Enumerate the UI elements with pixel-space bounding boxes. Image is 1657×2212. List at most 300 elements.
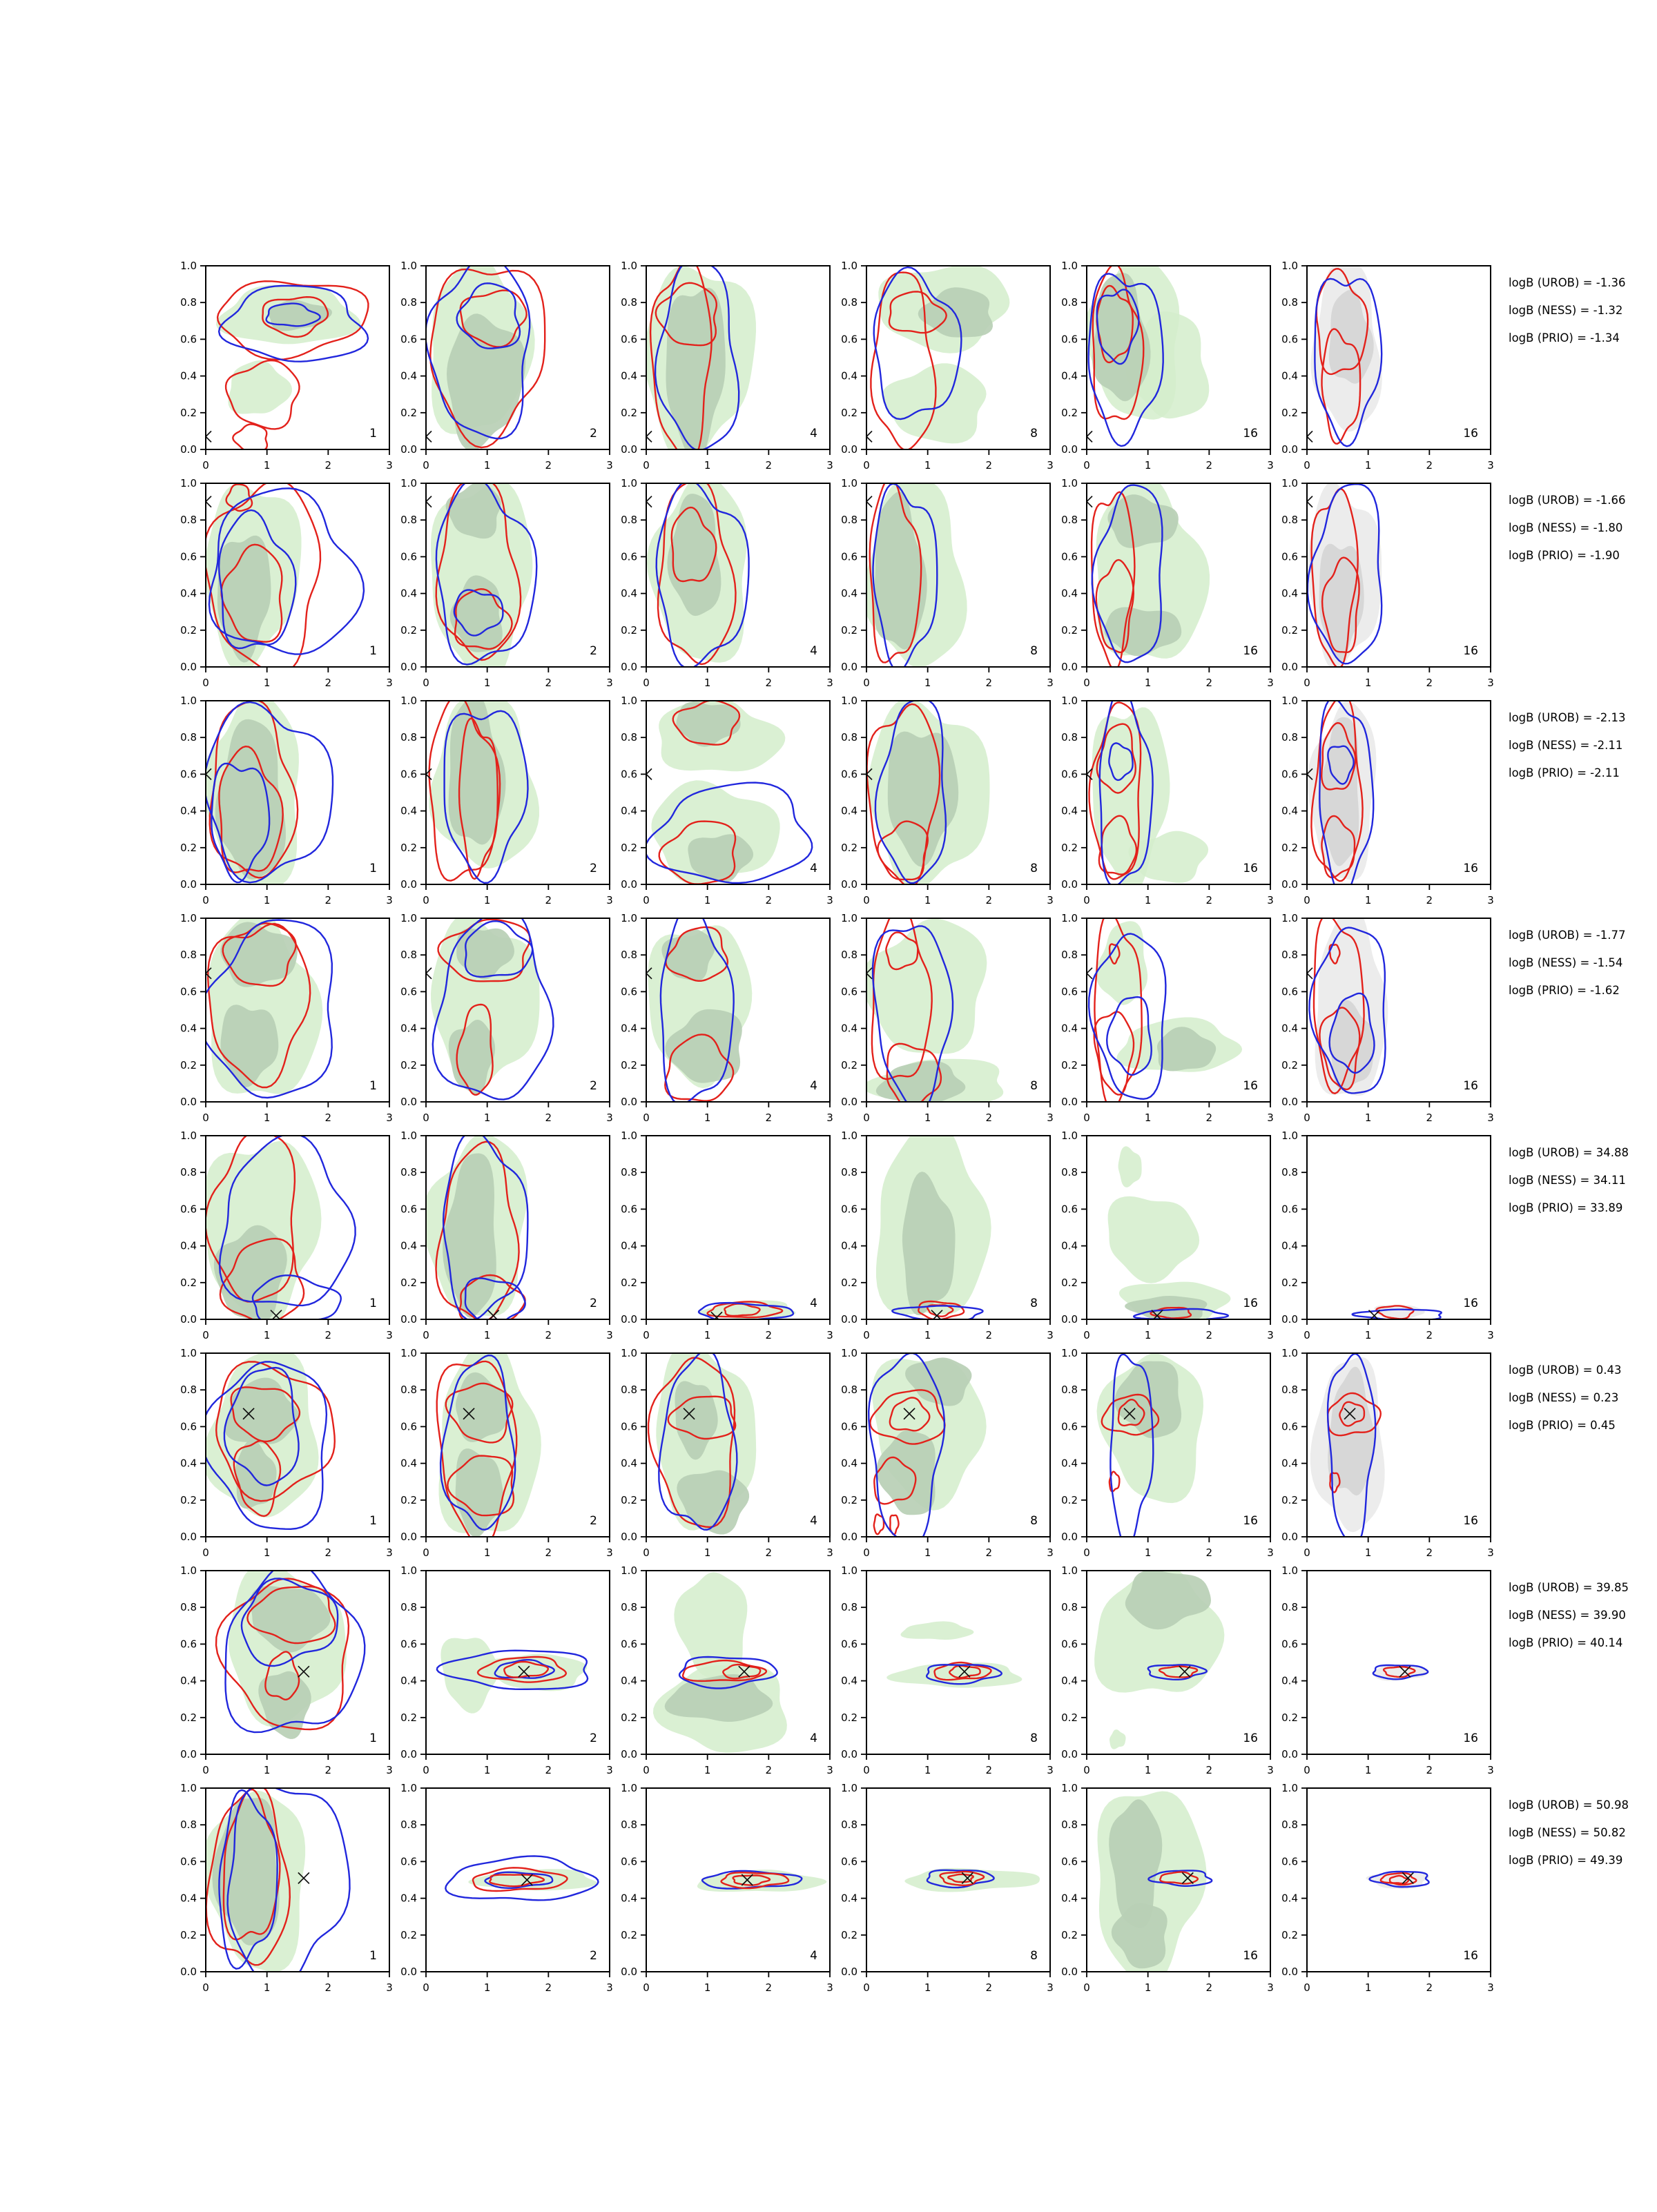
y-tick-label: 0.2 [1281, 1493, 1298, 1506]
x-tick-label: 1 [483, 1329, 491, 1341]
y-tick-label: 1.0 [1281, 1347, 1298, 1359]
y-tick-label: 0.0 [400, 1096, 417, 1108]
y-tick-label: 0.0 [180, 443, 197, 456]
corner-count-label: 8 [1030, 427, 1038, 440]
y-tick-label: 0.6 [841, 333, 857, 346]
y-tick-label: 0.2 [1281, 1276, 1298, 1289]
y-tick-label: 0.4 [841, 1239, 857, 1252]
x-tick-label: 3 [386, 1764, 393, 1776]
y-tick-label: 0.2 [841, 406, 857, 419]
y-tick-label: 1.0 [621, 1347, 637, 1359]
y-tick-label: 0.6 [1281, 985, 1298, 998]
y-tick-label: 0.2 [1281, 1928, 1298, 1941]
y-tick-label: 0.4 [1061, 1892, 1078, 1905]
density-contours [641, 474, 749, 668]
density-contours [648, 1341, 756, 1535]
y-tick-label: 0.0 [400, 661, 417, 673]
y-tick-label: 0.0 [621, 443, 637, 456]
y-tick-label: 0.8 [841, 1166, 857, 1179]
y-tick-label: 0.6 [1281, 1855, 1298, 1868]
y-tick-label: 0.6 [180, 1203, 197, 1216]
y-tick-label: 0.4 [621, 369, 637, 382]
x-tick-label: 1 [924, 677, 931, 689]
y-tick-label: 0.2 [841, 1276, 857, 1289]
x-tick-label: 2 [985, 1981, 993, 1994]
y-tick-label: 0.4 [841, 1674, 857, 1687]
subplot-r2-c4 [841, 477, 1054, 689]
y-tick-label: 1.0 [180, 1782, 197, 1794]
corner-count-label: 1 [369, 427, 377, 440]
y-tick-label: 0.6 [621, 1203, 637, 1216]
corner-count-label: 2 [590, 1514, 597, 1528]
y-tick-label: 0.2 [400, 623, 417, 637]
y-tick-label: 0.6 [1061, 550, 1078, 563]
subplot-r6-c3 [621, 1341, 833, 1559]
y-tick-label: 0.6 [1061, 1420, 1078, 1433]
x-tick-label: 2 [545, 459, 552, 472]
y-tick-label: 0.2 [1061, 1711, 1078, 1724]
y-tick-label: 1.0 [400, 1782, 417, 1794]
logb-annotation: logB (NESS) = -1.54 [1509, 956, 1623, 969]
y-tick-label: 1.0 [841, 1129, 857, 1142]
x-tick-label: 3 [1047, 1329, 1054, 1341]
y-tick-label: 0.4 [841, 587, 857, 600]
subplot-r4-c5 [1061, 912, 1274, 1124]
y-tick-label: 0.0 [1281, 878, 1298, 891]
y-tick-label: 0.0 [1061, 661, 1078, 673]
y-tick-label: 0.4 [1061, 804, 1078, 817]
x-tick-label: 1 [924, 1764, 931, 1776]
x-tick-label: 0 [863, 1981, 870, 1994]
y-tick-label: 1.0 [1061, 1564, 1078, 1577]
corner-count-label: 8 [1030, 1731, 1038, 1745]
x-tick-label: 2 [985, 677, 993, 689]
x-tick-label: 2 [1426, 1546, 1433, 1559]
x-tick-label: 3 [1267, 1329, 1274, 1341]
y-tick-label: 0.0 [621, 1531, 637, 1543]
y-tick-label: 0.6 [400, 550, 417, 563]
y-tick-label: 0.4 [1281, 1457, 1298, 1470]
corner-count-label: 8 [1030, 1514, 1038, 1528]
y-tick-label: 0.6 [1281, 1203, 1298, 1216]
y-tick-label: 0.4 [1061, 369, 1078, 382]
y-tick-label: 0.2 [841, 623, 857, 637]
y-tick-label: 1.0 [1061, 912, 1078, 924]
x-tick-label: 3 [1267, 1546, 1274, 1559]
y-tick-label: 0.0 [841, 1966, 857, 1978]
y-tick-label: 0.6 [1281, 550, 1298, 563]
y-tick-label: 0.4 [400, 1892, 417, 1905]
density-contours [204, 1132, 356, 1327]
y-tick-label: 0.2 [621, 1493, 637, 1506]
y-tick-label: 0.0 [1061, 1096, 1078, 1108]
y-tick-label: 0.4 [1061, 1022, 1078, 1035]
x-tick-label: 3 [826, 677, 833, 689]
y-tick-label: 0.8 [1281, 949, 1298, 962]
y-tick-label: 0.8 [621, 1818, 637, 1832]
x-tick-label: 2 [1426, 1112, 1433, 1124]
y-tick-label: 0.4 [400, 1239, 417, 1252]
density-contours [869, 1353, 987, 1544]
x-tick-label: 1 [263, 1764, 271, 1776]
x-tick-label: 3 [1047, 894, 1054, 906]
y-tick-label: 0.6 [400, 985, 417, 998]
x-tick-label: 2 [765, 1329, 773, 1341]
y-tick-label: 0.0 [841, 661, 857, 673]
x-tick-label: 3 [826, 1546, 833, 1559]
x-tick-label: 1 [924, 459, 931, 472]
x-tick-label: 3 [826, 1329, 833, 1341]
y-tick-label: 1.0 [180, 1347, 197, 1359]
y-tick-label: 0.2 [1281, 1058, 1298, 1071]
green-density-fill [900, 1621, 973, 1640]
y-tick-label: 1.0 [1061, 695, 1078, 707]
y-tick-label: 0.2 [621, 1711, 637, 1724]
density-contours [420, 478, 536, 682]
corner-count-label: 2 [590, 1079, 597, 1093]
x-tick-label: 1 [924, 1329, 931, 1341]
x-tick-label: 3 [606, 1329, 613, 1341]
logb-annotation: logB (PRIO) = -2.11 [1509, 766, 1620, 779]
corner-count-label: 16 [1463, 427, 1478, 440]
y-tick-label: 0.4 [1281, 1239, 1298, 1252]
x-tick-label: 1 [1364, 1112, 1372, 1124]
density-contours [697, 1870, 827, 1892]
x-tick-label: 0 [423, 894, 429, 906]
x-tick-label: 2 [1205, 1764, 1213, 1776]
corner-count-label: 1 [369, 1079, 377, 1093]
x-tick-label: 2 [985, 894, 993, 906]
logb-annotation: logB (PRIO) = -1.34 [1509, 331, 1620, 345]
y-tick-label: 0.0 [1061, 443, 1078, 456]
y-tick-label: 0.2 [180, 1711, 197, 1724]
x-tick-label: 1 [1144, 1546, 1152, 1559]
y-tick-label: 0.8 [180, 731, 197, 744]
x-tick-label: 2 [324, 1329, 332, 1341]
y-tick-label: 0.0 [841, 1748, 857, 1760]
y-tick-label: 1.0 [841, 1347, 857, 1359]
y-tick-label: 0.0 [841, 1531, 857, 1543]
y-tick-label: 0.4 [400, 1457, 417, 1470]
subplot-r5-c5 [1061, 1129, 1274, 1341]
y-tick-label: 0.8 [621, 1166, 637, 1179]
x-tick-label: 2 [765, 1112, 773, 1124]
y-tick-label: 0.4 [1281, 369, 1298, 382]
y-tick-label: 0.2 [621, 1928, 637, 1941]
y-tick-label: 0.4 [180, 587, 197, 600]
subplot-r4-c1 [180, 910, 393, 1124]
y-tick-label: 1.0 [621, 695, 637, 707]
y-tick-label: 0.8 [841, 514, 857, 527]
y-tick-label: 0.2 [180, 623, 197, 637]
x-tick-label: 2 [1426, 677, 1433, 689]
x-tick-label: 2 [545, 1546, 552, 1559]
density-contours [1310, 1354, 1385, 1546]
y-tick-label: 0.8 [180, 1818, 197, 1832]
corner-count-label: 8 [1030, 862, 1038, 875]
corner-count-label: 16 [1243, 427, 1258, 440]
y-tick-label: 0.4 [621, 587, 637, 600]
x-tick-label: 1 [1144, 1112, 1152, 1124]
x-tick-label: 0 [1304, 894, 1310, 906]
x-tick-label: 2 [545, 894, 552, 906]
y-tick-label: 1.0 [1281, 477, 1298, 489]
y-tick-label: 0.8 [621, 514, 637, 527]
density-contours [641, 697, 812, 884]
y-tick-label: 1.0 [621, 1782, 637, 1794]
logb-annotation: logB (NESS) = -1.80 [1509, 521, 1623, 534]
y-tick-label: 0.0 [1281, 1966, 1298, 1978]
x-tick-label: 3 [1047, 1112, 1054, 1124]
density-contours [861, 699, 990, 890]
x-tick-label: 1 [263, 894, 271, 906]
x-tick-label: 3 [826, 1764, 833, 1776]
y-tick-label: 0.8 [180, 514, 197, 527]
y-tick-label: 0.8 [1281, 1601, 1298, 1614]
x-tick-label: 0 [202, 677, 209, 689]
green-density-fill [1109, 1729, 1126, 1749]
x-tick-label: 2 [545, 1981, 552, 1994]
y-tick-label: 0.4 [180, 1674, 197, 1687]
x-tick-label: 2 [545, 1764, 552, 1776]
y-tick-label: 0.8 [180, 296, 197, 309]
density-contours [216, 1562, 365, 1739]
subplot-r8-c2 [400, 1782, 613, 1994]
x-tick-label: 2 [765, 1764, 773, 1776]
subplot-r3-c4 [841, 695, 1054, 906]
y-tick-label: 0.6 [621, 985, 637, 998]
subplot-r4-c6 [1281, 905, 1494, 1124]
y-tick-label: 0.8 [180, 1166, 197, 1179]
logb-annotation: logB (NESS) = 39.90 [1509, 1609, 1626, 1622]
x-tick-label: 0 [643, 894, 650, 906]
subplot-r1-c4 [841, 260, 1054, 472]
x-tick-label: 2 [1426, 1329, 1433, 1341]
y-tick-label: 0.2 [841, 1058, 857, 1071]
density-contours [641, 905, 752, 1105]
density-contours [1301, 905, 1388, 1096]
x-tick-label: 3 [826, 1112, 833, 1124]
x-tick-label: 2 [324, 1764, 332, 1776]
x-tick-label: 0 [1083, 1981, 1090, 1994]
x-tick-label: 1 [483, 459, 491, 472]
y-tick-label: 1.0 [841, 1782, 857, 1794]
x-tick-label: 2 [985, 1329, 993, 1341]
density-contours [200, 480, 364, 674]
subplot-r2-c1 [180, 477, 393, 689]
y-tick-label: 1.0 [1061, 260, 1078, 272]
x-tick-label: 0 [643, 1981, 650, 1994]
x-tick-label: 2 [1205, 1981, 1213, 1994]
y-tick-label: 0.4 [1061, 1457, 1078, 1470]
x-tick-label: 0 [202, 1112, 209, 1124]
logb-annotations-row-2 [1509, 494, 1625, 562]
x-tick-label: 3 [606, 1981, 613, 1994]
x-tick-label: 0 [1304, 677, 1310, 689]
subplot-r4-c4 [841, 906, 1054, 1125]
density-contours [1301, 261, 1382, 446]
x-tick-label: 1 [924, 1981, 931, 1994]
y-tick-label: 1.0 [841, 695, 857, 707]
x-tick-label: 2 [1426, 459, 1433, 472]
y-tick-label: 0.2 [400, 1493, 417, 1506]
y-tick-label: 1.0 [1281, 1782, 1298, 1794]
y-tick-label: 0.8 [1061, 1601, 1078, 1614]
y-tick-label: 0.8 [400, 296, 417, 309]
y-tick-label: 0.6 [1281, 1638, 1298, 1651]
corner-count-label: 2 [590, 1297, 597, 1310]
y-tick-label: 1.0 [180, 695, 197, 707]
y-tick-label: 0.6 [621, 768, 637, 781]
x-tick-label: 0 [643, 677, 650, 689]
x-tick-label: 3 [826, 459, 833, 472]
y-tick-label: 1.0 [621, 1564, 637, 1577]
y-tick-label: 0.8 [1281, 731, 1298, 744]
x-tick-label: 2 [985, 459, 993, 472]
y-tick-label: 0.6 [841, 1855, 857, 1868]
y-tick-label: 0.8 [1061, 1166, 1078, 1179]
y-tick-label: 0.0 [1281, 1313, 1298, 1326]
y-tick-label: 0.2 [621, 841, 637, 854]
subplot-r8-c5 [1061, 1782, 1274, 1994]
y-tick-label: 0.2 [1061, 623, 1078, 637]
density-contours [437, 1337, 541, 1546]
logb-annotation: logB (PRIO) = -1.90 [1509, 549, 1620, 562]
y-tick-label: 0.6 [180, 768, 197, 781]
x-tick-label: 1 [483, 1981, 491, 1994]
y-tick-label: 0.4 [400, 804, 417, 817]
x-tick-label: 1 [263, 1981, 271, 1994]
logb-annotations-row-1 [1509, 276, 1625, 345]
x-tick-label: 2 [1205, 1112, 1213, 1124]
subplot-r6-c6 [1281, 1347, 1494, 1559]
y-tick-label: 0.4 [400, 1674, 417, 1687]
subplot-r1-c6 [1281, 260, 1494, 472]
y-tick-label: 0.2 [841, 1493, 857, 1506]
y-tick-label: 0.6 [1061, 333, 1078, 346]
y-tick-label: 0.0 [621, 1313, 637, 1326]
x-tick-label: 1 [704, 459, 711, 472]
logb-annotations-row-7 [1509, 1581, 1629, 1649]
y-tick-label: 0.4 [1061, 587, 1078, 600]
x-tick-label: 2 [985, 1112, 993, 1124]
y-tick-label: 0.2 [841, 841, 857, 854]
x-tick-label: 0 [423, 1112, 429, 1124]
corner-count-label: 16 [1463, 1079, 1478, 1093]
y-tick-label: 0.2 [180, 1928, 197, 1941]
y-tick-label: 0.8 [841, 1818, 857, 1832]
y-tick-label: 0.8 [621, 1601, 637, 1614]
x-tick-label: 1 [263, 1329, 271, 1341]
y-tick-label: 0.6 [400, 333, 417, 346]
x-tick-label: 2 [1426, 894, 1433, 906]
density-contours [420, 695, 539, 883]
x-tick-label: 0 [1083, 1764, 1090, 1776]
green-density-fill [468, 1869, 597, 1890]
corner-count-label: 2 [590, 644, 597, 658]
x-tick-label: 0 [202, 1981, 209, 1994]
x-tick-label: 0 [643, 459, 650, 472]
density-contours [861, 264, 1009, 449]
corner-count-label: 8 [1030, 1949, 1038, 1963]
y-tick-label: 0.0 [400, 878, 417, 891]
corner-count-label: 16 [1243, 1514, 1258, 1528]
y-tick-label: 1.0 [841, 912, 857, 924]
y-tick-label: 0.0 [621, 1966, 637, 1978]
x-tick-label: 0 [1304, 1546, 1310, 1559]
y-tick-label: 0.0 [621, 878, 637, 891]
y-tick-label: 0.2 [1061, 1928, 1078, 1941]
density-contours [1098, 1792, 1212, 1986]
x-tick-label: 1 [924, 1546, 931, 1559]
x-tick-label: 1 [483, 894, 491, 906]
corner-count-label: 4 [810, 1731, 817, 1745]
y-tick-label: 0.0 [621, 1096, 637, 1108]
x-tick-label: 3 [1487, 894, 1494, 906]
green-density-fill [1108, 1196, 1200, 1283]
x-tick-label: 1 [1364, 1329, 1372, 1341]
x-tick-label: 0 [202, 894, 209, 906]
x-tick-label: 1 [263, 1546, 271, 1559]
y-tick-label: 0.8 [1061, 1818, 1078, 1832]
y-tick-label: 1.0 [400, 695, 417, 707]
y-tick-label: 0.8 [400, 949, 417, 962]
y-tick-label: 0.6 [1061, 768, 1078, 781]
density-contours [641, 259, 756, 463]
y-tick-label: 0.6 [180, 1855, 197, 1868]
y-tick-label: 0.8 [400, 731, 417, 744]
y-tick-label: 0.8 [621, 949, 637, 962]
x-tick-label: 1 [1364, 1981, 1372, 1994]
y-tick-label: 0.0 [1281, 443, 1298, 456]
x-tick-label: 1 [1144, 1329, 1152, 1341]
subplot-r5-c2 [400, 1129, 613, 1341]
x-tick-label: 2 [765, 1546, 773, 1559]
y-tick-label: 0.2 [400, 406, 417, 419]
y-tick-label: 1.0 [180, 1129, 197, 1142]
subplot-r3-c5 [1061, 688, 1274, 906]
x-tick-label: 0 [1083, 1329, 1090, 1341]
x-tick-label: 3 [606, 677, 613, 689]
x-tick-label: 3 [1047, 1546, 1054, 1559]
corner-count-label: 16 [1243, 1949, 1258, 1963]
x-tick-label: 1 [1144, 459, 1152, 472]
x-tick-label: 0 [202, 459, 209, 472]
x-tick-label: 2 [324, 459, 332, 472]
y-tick-label: 0.4 [1281, 1674, 1298, 1687]
subplot-r5-c3 [621, 1129, 833, 1341]
y-tick-label: 0.6 [180, 985, 197, 998]
x-tick-label: 2 [1205, 1329, 1213, 1341]
logb-annotation: logB (UROB) = 50.98 [1509, 1798, 1629, 1812]
subplot-r1-c5 [1061, 254, 1274, 472]
y-tick-label: 0.0 [180, 1096, 197, 1108]
x-tick-label: 3 [1047, 1764, 1054, 1776]
subplot-r3-c1 [180, 691, 393, 906]
x-tick-label: 3 [1487, 1329, 1494, 1341]
y-tick-label: 0.8 [180, 1384, 197, 1397]
x-tick-label: 0 [643, 1546, 650, 1559]
y-tick-label: 0.4 [621, 1022, 637, 1035]
x-tick-label: 0 [863, 677, 870, 689]
x-tick-label: 1 [1144, 1981, 1152, 1994]
x-tick-label: 1 [483, 1112, 491, 1124]
subplot-r1-c1 [180, 260, 393, 472]
density-contours [1301, 695, 1376, 896]
logb-annotation: logB (NESS) = -1.32 [1509, 304, 1623, 317]
y-tick-label: 0.0 [1281, 1531, 1298, 1543]
y-tick-label: 1.0 [1281, 260, 1298, 272]
